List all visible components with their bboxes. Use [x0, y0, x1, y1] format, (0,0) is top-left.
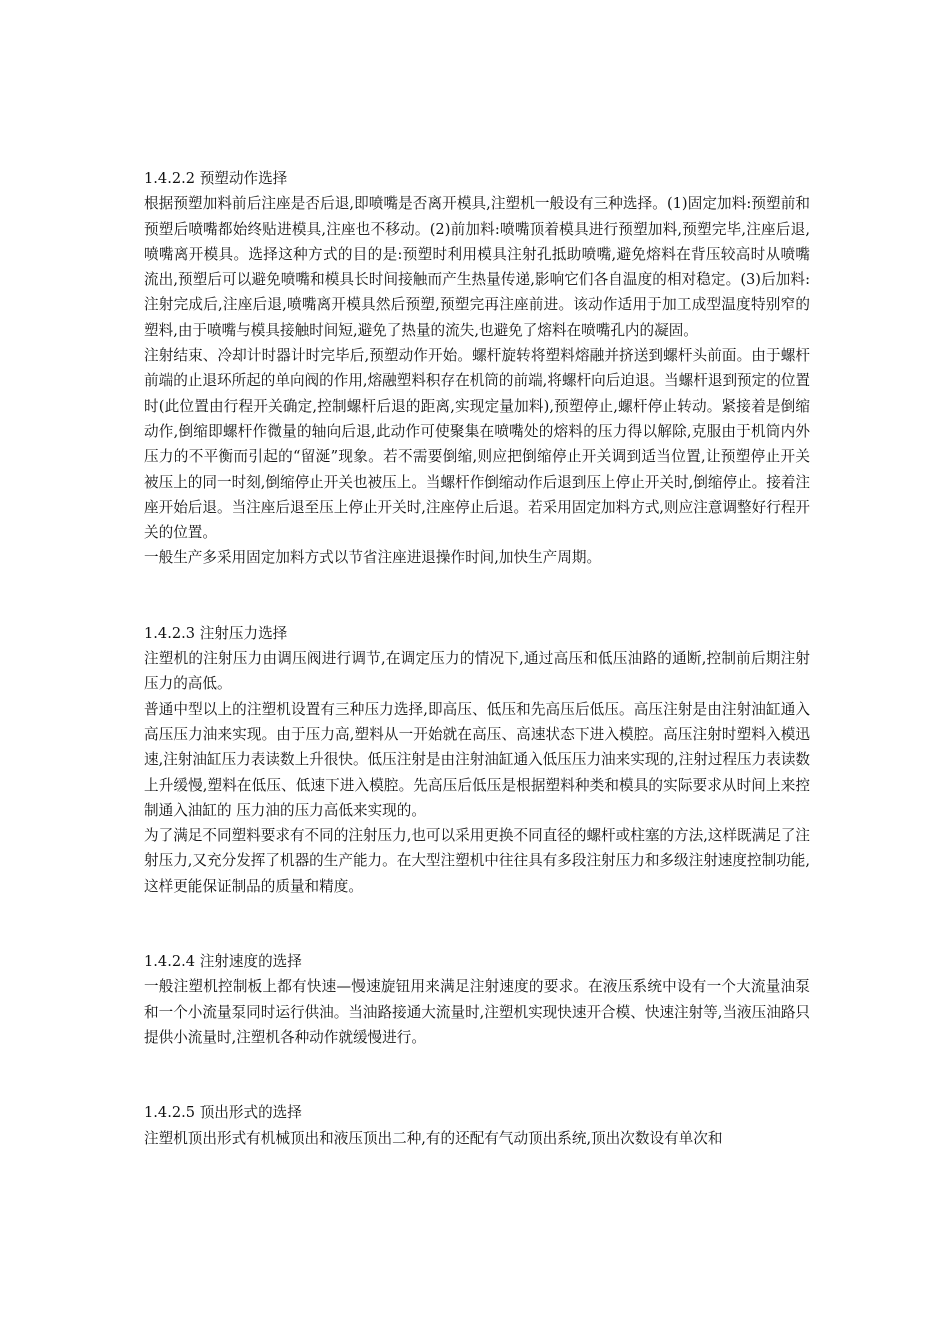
document-page — [144, 166, 810, 1151]
section-title: 1.4.2.5 顶出形式的选择 — [144, 1104, 302, 1122]
section-injection-speed — [144, 949, 810, 1050]
section-preplasticizing — [144, 166, 810, 571]
section-title: 1.4.2.3 注射压力选择 — [144, 624, 288, 642]
paragraph: 注塑机的注射压力由调压阀进行调节,在调定压力的情况下,通过高压和低压油路的通断,控制前后期注射压力的高低。 — [144, 650, 810, 693]
paragraph: 根据预塑加料前后注座是否后退,即喷嘴是否离开模具,注塑机一般设有三种选择。(1)固定加料:预塑前和预塑后喷嘴都始终贴进模具,注座也不移动。(2)前加料:喷嘴顶着模具进行预塑加料,预塑完毕,注座后退,喷嘴离开模具。选择这种方式的目的是:预塑时利用模具注射孔抵助喷嘴,避免熔料在背压较高时从喷嘴流出,预塑后可以避免喷嘴和模具长时间接触而产生热量传递,影响它们各自温度的相对稳定。(3)后加料:注射完成后,注座后退,喷嘴离开模具然后预塑,预塑完再注座前进。该动作适用于加工成型温度特别窄的塑料,由于喷嘴与模具接触时间短,避免了热量的流失,也避免了熔料在喷嘴孔内的凝固。 — [144, 195, 810, 339]
section-injection-pressure — [144, 621, 810, 899]
section-spacer — [144, 571, 810, 621]
paragraph: 普通中型以上的注塑机设置有三种压力选择,即高压、低压和先高压后低压。高压注射是由注射油缸通入高压压力油来实现。由于压力高,塑料从一开始就在高压、高速状态下进入模腔。高压注射时塑料入模迅速,注射油缸压力表读数上升很快。低压注射是由注射油缸通入低压压力油来实现的,注射过程压力表读数上升缓慢,塑料在低压、低速下进入模腔。先高压后低压是根据塑料种类和模具的实际要求从时间上来控制通入油缸的 压力油的压力高低来实现的。 — [144, 700, 811, 819]
paragraph: 一般注塑机控制板上都有快速—慢速旋钮用来满足注射速度的要求。在液压系统中设有一个大流量油泵和一个小流量泵同时运行供油。当油路接通大流量时,注塑机实现快速开合模、快速注射等,当液压油路只提供小流量时,注塑机各种动作就缓慢进行。 — [144, 978, 811, 1046]
paragraph: 一般生产多采用固定加料方式以节省注座进退操作时间,加快生产周期。 — [144, 549, 602, 567]
paragraph: 注射结束、冷却计时器计时完毕后,预塑动作开始。螺杆旋转将塑料熔融并挤送到螺杆头前面。由于螺杆前端的止退环所起的单向阀的作用,熔融塑料积存在机筒的前端,将螺杆向后迫退。当螺杆退到预定的位置时(此位置由行程开关确定,控制螺杆后退的距离,实现定量加料),预塑停止,螺杆停止转动。紧接着是倒缩动作,倒缩即螺杆作微量的轴向后退,此动作可使聚集在喷嘴处的熔料的压力得以解除,克服由于机筒内外压力的不平衡而引起的“留涎”现象。若不需要倒缩,则应把倒缩停止开关调到适当位置,让预塑停止开关被压上的同一时刻,倒缩停止开关也被压上。当螺杆作倒缩动作后退到压上停止开关时,倒缩停止。接着注座开始后退。当注座后退至压上停止开关时,注座停止后退。若采用固定加料方式,则应注意调整好行程开关的位置。 — [144, 347, 811, 542]
section-spacer — [144, 899, 810, 949]
paragraph: 为了满足不同塑料要求有不同的注射压力,也可以采用更换不同直径的螺杆或柱塞的方法,这样既满足了注射压力,又充分发挥了机器的生产能力。在大型注塑机中往往具有多段注射压力和多级注射速度控制功能,这样更能保证制品的质量和精度。 — [144, 827, 811, 895]
section-title: 1.4.2.2 预塑动作选择 — [144, 170, 288, 187]
section-title: 1.4.2.4 注射速度的选择 — [144, 953, 302, 971]
paragraph: 注塑机顶出形式有机械顶出和液压顶出二种,有的还配有气动顶出系统,顶出次数设有单次和 — [144, 1129, 723, 1147]
section-ejection — [144, 1100, 810, 1151]
section-spacer — [144, 1050, 810, 1100]
